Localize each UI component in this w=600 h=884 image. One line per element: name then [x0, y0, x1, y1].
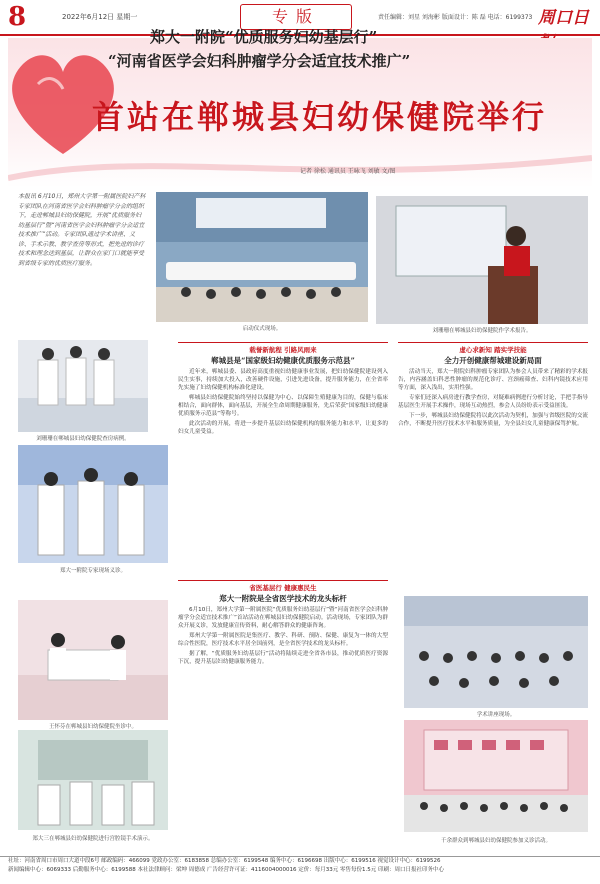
article1-title: 郸城县是“国家级妇幼健康优质服务示范县” [211, 356, 355, 365]
caption-lecture-hall: 学术讲座现场。 [476, 712, 516, 718]
article2-para: 专家们还深入病房进行教学查房，对疑难病例进行分析讨论，手把手指导基层医生开展手术操作，现场互动热烈，参会人员纷纷表示受益匪浅。 [398, 395, 588, 409]
article1-para: 此次活动的开展，将进一步提升基层妇幼保健机构的服务能力和水平，让更多的妇女儿童受益。 [178, 421, 388, 435]
caption-launch: 启动仪式现场。 [242, 326, 282, 332]
article2-title: 全力开创健康帮城建设新局面 [444, 356, 542, 365]
article1-para: 郸城县妇幼保健院始终坚持以保健为中心、以保障生殖健康为目的，保健与临床相结合，面向群体，面向基层，开展全生命周期健康服务，先后荣获“国家级妇幼健康优质服务示范县”等称号。 [178, 395, 388, 417]
photo-free-clinic [18, 445, 168, 563]
outpatient-illustration [18, 600, 168, 720]
issue-date: 2022年6月12日 星期一 [62, 13, 138, 21]
clinic-illustration [18, 445, 168, 563]
article1-tag: 载誉新航程 引路风雨来 [249, 346, 317, 354]
headline-line1: 郑大一附院“优质服务妇幼基层行” [150, 28, 378, 46]
article3-tag: 省医基层行 健康惠民生 [249, 584, 317, 592]
photo-surgery-demo [18, 730, 168, 830]
article2-body [398, 368, 588, 588]
caption-lecture: 刘珊珊在郸城县妇幼保健院作学术报告。 [432, 328, 532, 334]
headline-line2: “河南省医学会妇科肿瘤学分会适宜技术推广” [108, 52, 411, 70]
intro-paragraph: 本报讯 6月10日，郑州大学第一附属医院妇产科专家团队在河南省医学会妇科肿瘤学分会的组织下，走进郸城县妇幼保健院，开展“优质服务妇幼基层行”暨“河南省医学会妇科肿瘤学分会适宜技术推广”活动。专家团队通过学术讲座、义诊、手术示教、教学查房等形式，把先进的诊疗技术和理念送到基层，让群众在家门口就能享受到省级专家的优质医疗服务。 [18, 193, 146, 267]
article1-body [178, 368, 388, 578]
article3-para: 郑州大学第一附属医院是集医疗、教学、科研、预防、保健、康复为一体的大型综合性医院，医疗技术水平居全国前列，是全省医学技术的龙头标杆。 [178, 633, 388, 647]
caption-surgery-demo: 郑大三在郸城县妇幼保健院进行宫腔镜手术演示。 [32, 836, 154, 842]
ribbon-decoration [8, 138, 592, 188]
caption-outpatient: 王怀芬在郸城县妇幼保健院坐诊中。 [48, 724, 137, 730]
article2-tag: 虚心求新知 踏实学技能 [459, 346, 527, 354]
main-title: 首站在郸城县妇幼保健院举行 [92, 98, 548, 136]
hospital-building-illustration [404, 720, 588, 832]
byline: 记者 徐松 通讯员 王咏飞 刘敏 文/图 [300, 168, 396, 175]
photo-hospital-crowd [404, 720, 588, 832]
article1-para: 近年来，郸城县委、县政府高度重视妇幼健康事业发展，把妇幼保健院建设列入民生实事，持续加大投入，改善硬件设施，引进先进设备，提升服务能力，在全省率先实施了妇幼保健机构标准化建设。 [178, 369, 388, 391]
photo-lecture [376, 196, 588, 324]
photo-launch-ceremony [156, 192, 368, 322]
article3-para: 6月10日，郑州大学第一附属医院“优质服务妇幼基层行”暨“河南省医学会妇科肿瘤学分会适宜技术推广”首站活动在郸城县妇幼保健院启动。活动现场，专家团队为群众开展义诊，发放健康宣传资料，耐心解答群众的健康咨询。 [178, 607, 388, 629]
audience-illustration [156, 192, 368, 322]
page-number: 8 [8, 2, 27, 32]
footer [0, 856, 600, 884]
article3-body [178, 606, 388, 850]
photo-ward-round [18, 340, 148, 432]
article2-para: 活动当天，郑大一附院妇科肿瘤专家团队为参会人员带来了精彩的学术报告，内容涵盖妇科恶性肿瘤的规范化诊疗、宫颈癌筛查、妇科内镜技术应用等方面，深入浅出，实用性强。 [398, 369, 588, 391]
caption-free-clinic: 郑大一附院专家现场义诊。 [59, 568, 126, 574]
footer-line2: 新闻编辑中心：6069333 后勤服务中心：6199588 本社法律顾问：梁坤 周德成 广告经营许可证：4116004000016 定价：每月33元 零售每份1.5元 印刷：周口日报社印务中心 [8, 867, 444, 873]
article2-para: 下一步，郸城县妇幼保健院将以此次活动为契机，加强与省级医院的交流合作，不断提升医疗技术水平和服务质量，为全县妇女儿童健康保驾护航。 [398, 413, 588, 427]
hall-illustration [404, 596, 588, 708]
newspaper-logo: 周口日 [538, 8, 589, 28]
caption-ward-round: 刘珊珊在郸城县妇幼保健院查房病例。 [36, 436, 130, 442]
photo-outpatient [18, 600, 168, 720]
footer-line1: 社址：河南省周口市周口大道中段6号 邮政编码：466099 党政办公室：6183858 总编办公室：6199548 编务中心：6196698 出版中心：6199516 视觉设计中心：6199526 [8, 858, 441, 864]
surgery-illustration [18, 730, 168, 830]
article3-para: 据了解，“优质服务妇幼基层行”活动将陆续走进全省各市县，推动优质医疗资源下沉，提升基层妇幼健康服务能力。 [178, 651, 388, 665]
editor-credits: 责任编辑：刘星 刘海彬 版面设计：陈 磊 电话：6199373 [378, 14, 533, 21]
photo-lecture-hall [404, 596, 588, 708]
divider-a3 [178, 580, 388, 581]
article3-title: 郑大一附院是全省医学技术的龙头标杆 [219, 594, 347, 603]
lecturer-illustration [376, 196, 588, 324]
ward-illustration [18, 340, 148, 432]
divider-a1 [178, 342, 388, 343]
divider-a2 [398, 342, 588, 343]
caption-hospital-crowd: 千余群众到郸城县妇幼保健院参加义诊活动。 [440, 838, 551, 844]
section-label: 专版 [240, 4, 352, 30]
